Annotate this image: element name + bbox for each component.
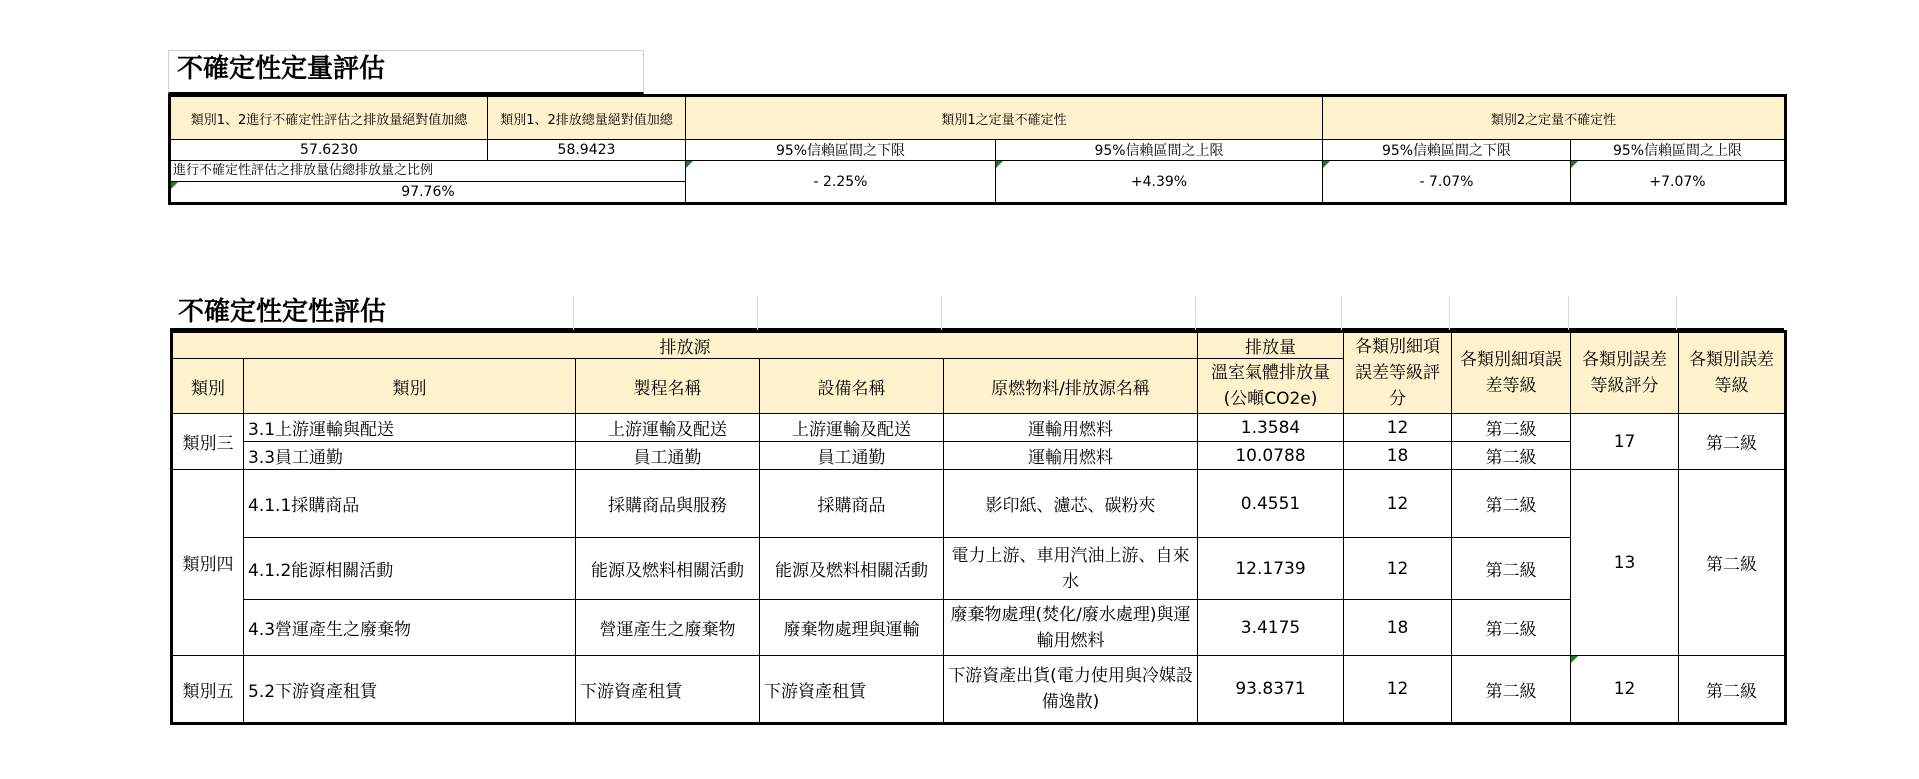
emission-cell: 12.1739 xyxy=(1198,538,1344,600)
cat2-lower-cell xyxy=(1323,161,1571,204)
comment-flag-icon xyxy=(171,182,178,189)
table-row xyxy=(172,538,1786,600)
cat-grade-cell: 第二級 xyxy=(1679,656,1786,724)
quantitative-table xyxy=(168,94,1787,205)
cat2-lower-label: 95%信賴區間之下限 xyxy=(1323,140,1571,161)
material-header: 原燃物料/排放源名稱 xyxy=(944,359,1198,414)
process-header: 製程名稱 xyxy=(576,359,760,414)
total-abs-sum-value: 58.9423 xyxy=(488,140,686,161)
ghg-emission-header xyxy=(1198,359,1344,414)
ratio-value-wrap xyxy=(171,182,685,202)
table-row xyxy=(172,414,1786,442)
cat2-upper-cell xyxy=(1571,161,1786,204)
process-cell: 下游資產租賃 xyxy=(576,656,760,724)
table-row xyxy=(172,600,1786,656)
process-cell: 能源及燃料相關活動 xyxy=(576,538,760,600)
item-grade-cell: 第二級 xyxy=(1452,656,1571,724)
subcategory-cell: 3.3員工通勤 xyxy=(244,442,576,470)
item-score-cell: 12 xyxy=(1344,656,1452,724)
ghg-header-line1: 溫室氣體排放量 xyxy=(1211,363,1331,383)
cat-score-cell: 13 xyxy=(1571,470,1679,656)
emission-cell: 0.4551 xyxy=(1198,470,1344,538)
subcategory-cell: 4.1.2能源相關活動 xyxy=(244,538,576,600)
item-score-cell: 18 xyxy=(1344,442,1452,470)
comment-flag-icon xyxy=(1323,161,1330,168)
emission-header: 排放量 xyxy=(1198,332,1344,359)
abs-sum-value: 57.6230 xyxy=(170,140,488,161)
cat-score-header: 各類別誤差等級評分 xyxy=(1571,332,1679,414)
process-cell: 員工通勤 xyxy=(576,442,760,470)
cat2-uncertainty-header: 類別2之定量不確定性 xyxy=(1323,96,1786,140)
item-grade-header: 各類別細項誤差等級 xyxy=(1452,332,1571,414)
cat-score-cell: 17 xyxy=(1571,414,1679,470)
equipment-cell: 廢棄物處理與運輸 xyxy=(760,600,944,656)
cat1-lower-value: - 2.25% xyxy=(813,173,868,190)
total-abs-sum-header: 類別1、2排放總量絕對值加總 xyxy=(488,96,686,140)
table-row xyxy=(172,470,1786,538)
cat1-lower-cell xyxy=(686,161,996,204)
comment-flag-icon xyxy=(686,161,693,168)
table-row xyxy=(172,656,1786,724)
category-header: 類別 xyxy=(172,359,244,414)
ratio-label: 進行不確定性評估之排放量佔總排放量之比例 xyxy=(171,161,685,182)
cat2-lower-value: - 7.07% xyxy=(1419,173,1474,190)
subcategory-cell: 4.1.1採購商品 xyxy=(244,470,576,538)
equipment-header: 設備名稱 xyxy=(760,359,944,414)
table-row xyxy=(172,442,1786,470)
material-cell: 運輸用燃料 xyxy=(944,414,1198,442)
comment-flag-icon xyxy=(996,161,1003,168)
cat1-lower-label: 95%信賴區間之下限 xyxy=(686,140,996,161)
qualitative-table xyxy=(170,330,1787,725)
material-cell: 下游資產出貨(電力使用與冷媒設備逸散) xyxy=(944,656,1198,724)
comment-flag-icon xyxy=(1571,656,1578,663)
item-grade-cell: 第二級 xyxy=(1452,442,1571,470)
process-cell: 上游運輸及配送 xyxy=(576,414,760,442)
cat-grade-header: 各類別誤差等級 xyxy=(1679,332,1786,414)
material-cell: 運輸用燃料 xyxy=(944,442,1198,470)
material-cell: 電力上游、車用汽油上游、自來水 xyxy=(944,538,1198,600)
ratio-value: 97.76% xyxy=(401,184,455,200)
emission-source-header: 排放源 xyxy=(172,332,1198,359)
ratio-cell xyxy=(170,161,686,204)
item-score-header: 各類別細項誤差等級評分 xyxy=(1344,332,1452,414)
cat1-upper-cell xyxy=(996,161,1323,204)
cat-score-cell: 12 xyxy=(1613,679,1636,699)
cat1-upper-label: 95%信賴區間之上限 xyxy=(996,140,1323,161)
abs-sum-header: 類別1、2進行不確定性評估之排放量絕對值加總 xyxy=(170,96,488,140)
emission-cell: 93.8371 xyxy=(1198,656,1344,724)
item-grade-cell: 第二級 xyxy=(1452,414,1571,442)
process-cell: 採購商品與服務 xyxy=(576,470,760,538)
cat2-upper-label: 95%信賴區間之上限 xyxy=(1571,140,1786,161)
equipment-cell: 員工通勤 xyxy=(760,442,944,470)
equipment-cell: 採購商品 xyxy=(760,470,944,538)
quantitative-title: 不確定性定量評估 xyxy=(168,50,644,94)
cat-grade-cell: 第二級 xyxy=(1679,414,1786,470)
process-cell: 營運產生之廢棄物 xyxy=(576,600,760,656)
qualitative-title: 不確定性定性評估 xyxy=(170,296,1784,330)
equipment-cell: 能源及燃料相關活動 xyxy=(760,538,944,600)
item-grade-cell: 第二級 xyxy=(1452,538,1571,600)
ghg-header-line2: (公噸CO2e) xyxy=(1223,389,1318,409)
item-grade-cell: 第二級 xyxy=(1452,600,1571,656)
equipment-cell: 下游資產租賃 xyxy=(760,656,944,724)
emission-cell: 3.4175 xyxy=(1198,600,1344,656)
category-cell: 類別三 xyxy=(172,414,244,470)
emission-cell: 10.0788 xyxy=(1198,442,1344,470)
item-score-cell: 12 xyxy=(1344,470,1452,538)
cat2-upper-value: +7.07% xyxy=(1649,173,1706,190)
emission-cell: 1.3584 xyxy=(1198,414,1344,442)
category-cell: 類別五 xyxy=(172,656,244,724)
subcategory-header: 類別 xyxy=(244,359,576,414)
material-cell: 廢棄物處理(焚化/廢水處理)與運輸用燃料 xyxy=(944,600,1198,656)
cat1-upper-value: +4.39% xyxy=(1130,173,1188,190)
material-cell: 影印紙、濾芯、碳粉夾 xyxy=(944,470,1198,538)
item-grade-cell: 第二級 xyxy=(1452,470,1571,538)
category-cell: 類別四 xyxy=(172,470,244,656)
subcategory-cell: 4.3營運產生之廢棄物 xyxy=(244,600,576,656)
subcategory-cell: 5.2下游資產租賃 xyxy=(244,656,576,724)
cat1-uncertainty-header: 類別1之定量不確定性 xyxy=(686,96,1323,140)
item-score-cell: 12 xyxy=(1344,414,1452,442)
item-score-cell: 12 xyxy=(1344,538,1452,600)
cat-grade-cell: 第二級 xyxy=(1679,470,1786,656)
equipment-cell: 上游運輸及配送 xyxy=(760,414,944,442)
comment-flag-icon xyxy=(1571,161,1578,168)
item-score-cell: 18 xyxy=(1344,600,1452,656)
subcategory-cell: 3.1上游運輸與配送 xyxy=(244,414,576,442)
cat-score-cell-wrap xyxy=(1571,656,1679,724)
